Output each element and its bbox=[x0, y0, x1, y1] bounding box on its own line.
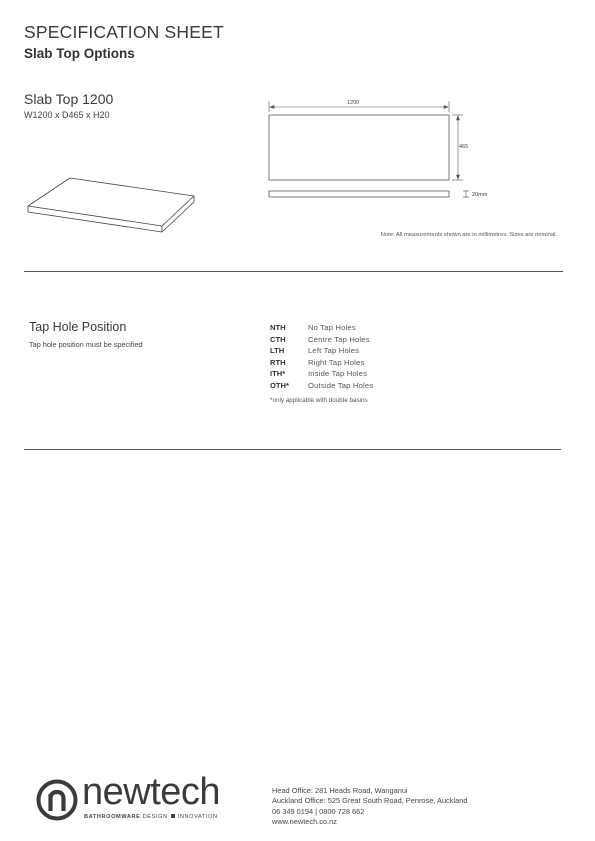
option-label: Centre Tap Holes bbox=[308, 334, 370, 344]
tagline-bold: BATHROOMWARE bbox=[84, 814, 141, 820]
option-code: OTH* bbox=[270, 380, 289, 390]
slab-side-face bbox=[162, 196, 194, 232]
slab-top-face bbox=[28, 178, 194, 226]
tap-hole-options-list bbox=[270, 322, 373, 392]
option-code: RTH bbox=[270, 357, 286, 367]
list-item bbox=[270, 380, 373, 392]
option-label: Outside Tap Holes bbox=[308, 380, 374, 390]
page-title: SPECIFICATION SHEET bbox=[24, 22, 224, 42]
option-label: No Tap Holes bbox=[308, 323, 356, 332]
product-dimensions: W1200 x D465 x H20 bbox=[24, 110, 110, 120]
option-label: Right Tap Holes bbox=[308, 357, 365, 367]
tagline-innovation: INNOVATION bbox=[177, 814, 218, 820]
list-item bbox=[270, 334, 373, 346]
slab-plan-view bbox=[269, 115, 449, 180]
option-label: Inside Tap Holes bbox=[308, 369, 368, 379]
list-item bbox=[270, 345, 373, 357]
option-code: CTH bbox=[270, 334, 286, 344]
newtech-logo bbox=[36, 771, 236, 826]
brand-wordmark: newtech bbox=[82, 771, 221, 813]
option-code: ITH* bbox=[270, 369, 286, 379]
newtech-logo-icon bbox=[36, 778, 80, 822]
depth-dimension-label: 465 bbox=[459, 144, 469, 150]
option-label: Left Tap Holes bbox=[308, 346, 360, 356]
auckland-office-address: Auckland Office: 525 Great South Road, Penrose, Auckland bbox=[272, 796, 468, 806]
slab-side-view bbox=[269, 191, 449, 197]
head-office-address: Head Office: 281 Heads Road, Wanganui bbox=[272, 786, 408, 795]
product-name: Slab Top 1200 bbox=[24, 91, 114, 107]
phone-numbers: 06 349 0194 | 0800 728 662 bbox=[272, 806, 365, 816]
width-dimension-label: 1200 bbox=[347, 100, 360, 106]
tap-hole-section-title: Tap Hole Position bbox=[29, 320, 127, 334]
height-dimension-label: 20mm bbox=[472, 192, 488, 198]
tap-hole-footnote: *only applicable with double basins bbox=[270, 397, 368, 404]
tagline-design: DESIGN bbox=[142, 814, 168, 820]
section-divider bbox=[24, 449, 561, 450]
list-item bbox=[270, 322, 373, 334]
list-item bbox=[270, 368, 373, 380]
list-item bbox=[270, 357, 373, 369]
tap-hole-section-subtitle: Tap hole position must be specified bbox=[29, 340, 143, 349]
footer-address bbox=[272, 786, 467, 828]
brand-tagline bbox=[84, 814, 218, 820]
option-code: NTH bbox=[270, 323, 286, 332]
separator-square-icon bbox=[171, 814, 175, 818]
slab-dimension-drawing bbox=[262, 92, 512, 204]
page-subtitle: Slab Top Options bbox=[24, 46, 135, 61]
measurement-note: Note: All measurements shown are in millimetres. Sizes are nominal. bbox=[380, 232, 557, 238]
slab-front-face bbox=[28, 206, 162, 232]
option-code: LTH bbox=[270, 346, 285, 356]
section-divider bbox=[24, 271, 563, 272]
slab-isometric-drawing bbox=[24, 170, 204, 240]
website-link[interactable]: www.newtech.co.nz bbox=[272, 817, 337, 827]
